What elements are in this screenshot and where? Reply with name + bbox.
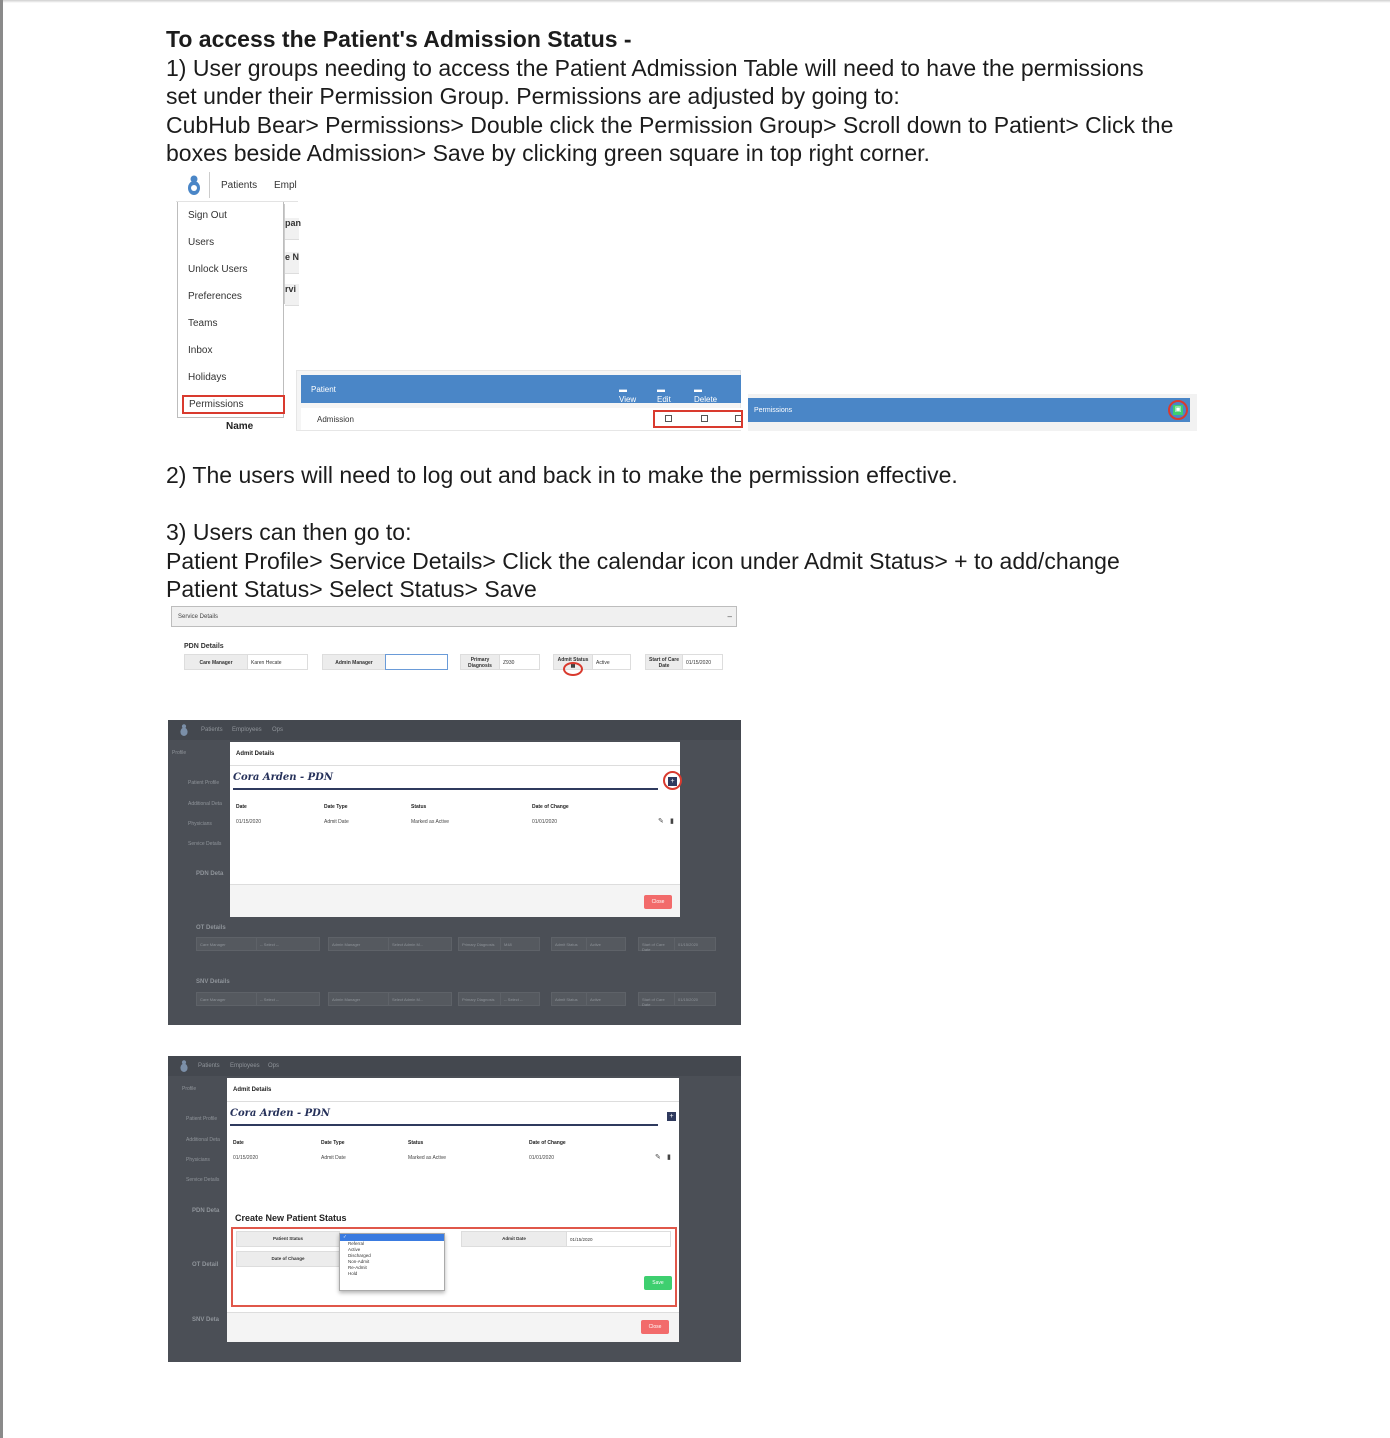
admission-label: Admission <box>317 415 354 424</box>
option-referral[interactable]: Referral <box>348 1241 365 1246</box>
col-date-type: Date Type <box>321 1140 345 1146</box>
title-rule <box>230 1124 658 1126</box>
bg-primary-diagnosis-label: Primary Diagnosis <box>458 992 502 1006</box>
care-manager-label: Care Manager <box>184 654 248 670</box>
bg-primary-diagnosis-select: M48 <box>500 937 540 951</box>
option-re-admit[interactable]: Re-Admit <box>348 1265 367 1270</box>
side-profile[interactable]: Profile <box>172 750 187 756</box>
admit-details-modal <box>227 1078 679 1342</box>
view-column-label: View <box>619 395 637 404</box>
service-details-screenshot <box>168 604 738 682</box>
view-column[interactable]: View ▬ <box>619 385 637 404</box>
menu-item-inbox[interactable]: Inbox <box>188 345 213 356</box>
permission-section-header <box>301 375 741 403</box>
menu-item-permissions[interactable]: Permissions <box>182 395 285 414</box>
col-status: Status <box>411 804 427 810</box>
menu-item-sign-out[interactable]: Sign Out <box>188 210 227 221</box>
title-rule <box>233 788 658 790</box>
admit-status-value: Active <box>592 654 631 670</box>
cell-date-of-change: 01/01/2020 <box>529 1155 555 1161</box>
tab-ops[interactable]: Ops <box>272 727 284 733</box>
bg-start-of-care-label: Start of Care Date <box>638 937 676 951</box>
step1-line: CubHub Bear> Permissions> Double click the Permission Group> Scroll down to Patient> Click the <box>166 111 1174 138</box>
start-of-care-value: 01/15/2020 <box>682 654 723 670</box>
add-status-button[interactable]: + <box>668 777 677 786</box>
service-details-label: Service Details <box>178 614 219 620</box>
highlight-circle <box>663 771 682 790</box>
edit-column[interactable]: Edit ▬ <box>657 385 671 404</box>
bear-logo-icon <box>178 723 190 737</box>
dropdown-selected[interactable]: ✓ <box>340 1234 444 1241</box>
tab-employees[interactable]: Empl <box>274 180 297 191</box>
delete-column[interactable]: Delete ▬ <box>694 385 718 404</box>
col-date-of-change: Date of Change <box>532 804 569 810</box>
patient-name: Cora Arden - PDN <box>233 772 333 783</box>
menu-background-content <box>284 204 302 304</box>
collapse-icon[interactable]: – <box>727 612 732 621</box>
admission-permission-row <box>301 408 741 430</box>
care-manager-field <box>184 654 308 670</box>
cell-date-type: Admit Date <box>321 1155 346 1161</box>
tab-employees[interactable]: Employees <box>230 1063 260 1069</box>
close-button[interactable]: Close <box>641 1320 669 1334</box>
bg-admit-status-value: Active <box>586 937 626 951</box>
background-field: rvi <box>285 284 299 306</box>
date-of-change-field <box>236 1251 346 1267</box>
bg-care-manager-label: Care Manager <box>196 937 260 951</box>
admin-manager-label: Admin Manager <box>322 654 386 670</box>
admit-details-screenshot <box>168 720 741 1025</box>
edit-icon[interactable]: ✎ <box>655 1154 661 1161</box>
bg-admin-manager-label: Admin Manager <box>328 937 392 951</box>
admin-manager-field <box>322 654 448 670</box>
close-button[interactable]: Close <box>644 895 672 909</box>
step3-line: 3) Users can then go to: <box>166 519 412 545</box>
bg-start-of-care-label: Start of Care Date <box>638 992 676 1006</box>
side-patient-profile[interactable]: Patient Profile <box>188 780 220 786</box>
col-date-of-change: Date of Change <box>529 1140 566 1146</box>
bg-admin-manager-select: Select Admin M... <box>388 992 452 1006</box>
background-field: e N <box>285 252 299 274</box>
delete-icon[interactable]: ▮ <box>670 818 674 825</box>
bg-start-of-care-value: 01/15/2020 <box>674 937 716 951</box>
patient-status-dropdown[interactable] <box>339 1233 445 1291</box>
service-details-bar[interactable] <box>171 606 737 627</box>
cell-date: 01/15/2020 <box>236 819 262 825</box>
side-additional-details[interactable]: Additional Deta <box>188 801 222 807</box>
create-status-form <box>231 1227 677 1307</box>
bg-care-manager-label: Care Manager <box>196 992 260 1006</box>
app-top-bar <box>168 720 741 740</box>
modal-title: Admit Details <box>230 742 680 766</box>
admit-status-label-text: Admit Status <box>557 657 589 663</box>
tab-employees[interactable]: Employees <box>232 727 262 733</box>
menu-item-unlock-users[interactable]: Unlock Users <box>188 264 248 275</box>
bg-admin-manager-select: Select Admin M... <box>388 937 452 951</box>
start-of-care-label: Start of Care Date <box>645 654 683 670</box>
delete-icon[interactable]: ▮ <box>667 1154 671 1161</box>
modal-title: Admit Details <box>227 1078 679 1102</box>
bg-care-manager-select: -- Select -- <box>256 992 320 1006</box>
app-top-bar <box>168 1056 741 1076</box>
bg-primary-diagnosis-select: -- Select -- <box>500 992 540 1006</box>
tab-patients[interactable]: Patients <box>201 727 223 733</box>
section-label: Patient <box>311 385 336 394</box>
page-left-edge <box>0 0 3 1438</box>
step3-line: Patient Status> Select Status> Save <box>166 576 537 602</box>
step1-block <box>166 25 1266 168</box>
tab-patients[interactable]: Patients <box>221 180 258 191</box>
patient-name: Cora Arden - PDN <box>230 1108 330 1119</box>
bear-logo-icon <box>178 1059 190 1073</box>
bg-start-of-care-value: 01/15/2020 <box>674 992 716 1006</box>
cell-date-of-change: 01/01/2020 <box>532 819 558 825</box>
cell-date: 01/15/2020 <box>233 1155 259 1161</box>
cell-status: Marked as Active <box>408 1155 447 1161</box>
step1-line: set under their Permission Group. Permissions are adjusted by going to: <box>166 83 900 109</box>
side-physicians[interactable]: Physicians <box>188 821 212 827</box>
section-ot-details: OT Detail <box>192 1262 219 1268</box>
cell-status: Marked as Active <box>411 819 450 825</box>
bg-admit-status-value: Active <box>586 992 626 1006</box>
modal-footer <box>227 1312 679 1342</box>
section-pdn-details: PDN Deta <box>196 871 224 877</box>
section-snv-details: SNV Details <box>196 979 230 985</box>
bear-logo-icon[interactable] <box>184 174 204 196</box>
option-hold[interactable]: Hold <box>348 1271 358 1276</box>
highlight-circle <box>1168 400 1188 420</box>
save-icon[interactable]: ▣ <box>1174 406 1182 413</box>
primary-diagnosis-field <box>460 654 540 670</box>
menu-divider <box>209 172 210 198</box>
menu-item-teams[interactable]: Teams <box>188 318 218 329</box>
col-date: Date <box>233 1140 244 1146</box>
create-status-screenshot <box>168 1056 741 1362</box>
create-status-title: Create New Patient Status <box>235 1213 347 1223</box>
side-patient-profile[interactable]: Patient Profile <box>186 1116 218 1122</box>
step1-line: 1) User groups needing to access the Patient Admission Table will need to have the permissions <box>166 54 1144 81</box>
step1-line: boxes beside Admission> Save by clicking green square in top right corner. <box>166 140 930 166</box>
permissions-bar-label: Permissions <box>754 407 793 414</box>
bg-care-manager-select: -- Select -- <box>256 937 320 951</box>
side-service-details[interactable]: Service Details <box>188 841 222 847</box>
option-active[interactable]: Active <box>348 1247 361 1252</box>
menu-item-holidays[interactable]: Holidays <box>188 372 227 383</box>
menu-screenshot <box>176 168 302 432</box>
permissions-save-screenshot <box>748 394 1197 431</box>
bg-admit-status-label: Admit Status <box>551 937 587 951</box>
menu-item-preferences[interactable]: Preferences <box>188 291 242 302</box>
date-of-change-label: Date of Change <box>236 1251 340 1267</box>
highlight-circle <box>563 662 583 676</box>
step3-line: Patient Profile> Service Details> Click the calendar icon under Admit Status> + to add/change <box>166 547 1120 574</box>
section-ot-details: OT Details <box>196 925 226 931</box>
bear-dropdown-menu <box>177 202 284 418</box>
menu-top-bar <box>176 168 298 202</box>
tab-ops[interactable]: Ops <box>268 1063 280 1069</box>
page-top-edge <box>0 0 1390 3</box>
side-additional-details[interactable]: Additional Deta <box>186 1137 220 1143</box>
edit-column-label: Edit <box>657 395 671 404</box>
section-snv-details: SNV Deta <box>192 1317 220 1323</box>
admit-date-label: Admit Date <box>461 1231 567 1247</box>
calendar-icon[interactable]: ▦ <box>570 663 576 669</box>
background-field: pan <box>285 218 299 240</box>
menu-item-users[interactable]: Users <box>188 237 215 248</box>
cell-date-type: Admit Date <box>324 819 349 825</box>
primary-diagnosis-select[interactable]: Z930 <box>499 654 540 670</box>
highlight-box <box>653 410 743 428</box>
name-column-label: Name <box>226 421 254 432</box>
doc-heading: To access the Patient's Admission Status - <box>166 26 632 52</box>
permissions-bar <box>748 398 1190 422</box>
start-of-care-field <box>645 654 723 670</box>
option-non-admit[interactable]: Non-Admit <box>348 1259 370 1264</box>
section-pdn-details: PDN Deta <box>192 1208 220 1214</box>
col-date: Date <box>236 804 247 810</box>
care-manager-select[interactable]: Karen Hecate <box>247 654 308 670</box>
side-service-details[interactable]: Service Details <box>186 1177 220 1183</box>
side-physicians[interactable]: Physicians <box>186 1157 210 1163</box>
step3-block <box>166 518 1266 604</box>
edit-icon[interactable]: ✎ <box>658 818 664 825</box>
primary-diagnosis-label: Primary Diagnosis <box>460 654 500 670</box>
admit-details-modal <box>230 742 680 917</box>
admin-manager-select[interactable] <box>385 654 448 670</box>
patient-permission-screenshot <box>296 370 741 431</box>
col-status: Status <box>408 1140 424 1146</box>
patient-status-label: Patient Status <box>236 1231 340 1247</box>
option-discharged[interactable]: Discharged <box>348 1253 371 1258</box>
step2-line: 2) The users will need to log out and back in to make the permission effective. <box>166 462 958 488</box>
save-button[interactable]: Save <box>644 1276 672 1290</box>
delete-column-label: Delete <box>694 395 718 404</box>
bg-primary-diagnosis-label: Primary Diagnosis <box>458 937 502 951</box>
admit-date-field <box>461 1231 673 1247</box>
admit-date-input[interactable]: 01/15/2020 <box>566 1231 671 1247</box>
bg-admit-status-label: Admit Status <box>551 992 587 1006</box>
side-profile[interactable]: Profile <box>182 1086 197 1092</box>
pdn-details-heading: PDN Details <box>184 643 224 650</box>
modal-footer <box>230 884 680 917</box>
tab-patients[interactable]: Patients <box>198 1063 220 1069</box>
col-date-type: Date Type <box>324 804 348 810</box>
add-status-button[interactable]: + <box>667 1112 676 1121</box>
bg-admin-manager-label: Admin Manager <box>328 992 392 1006</box>
